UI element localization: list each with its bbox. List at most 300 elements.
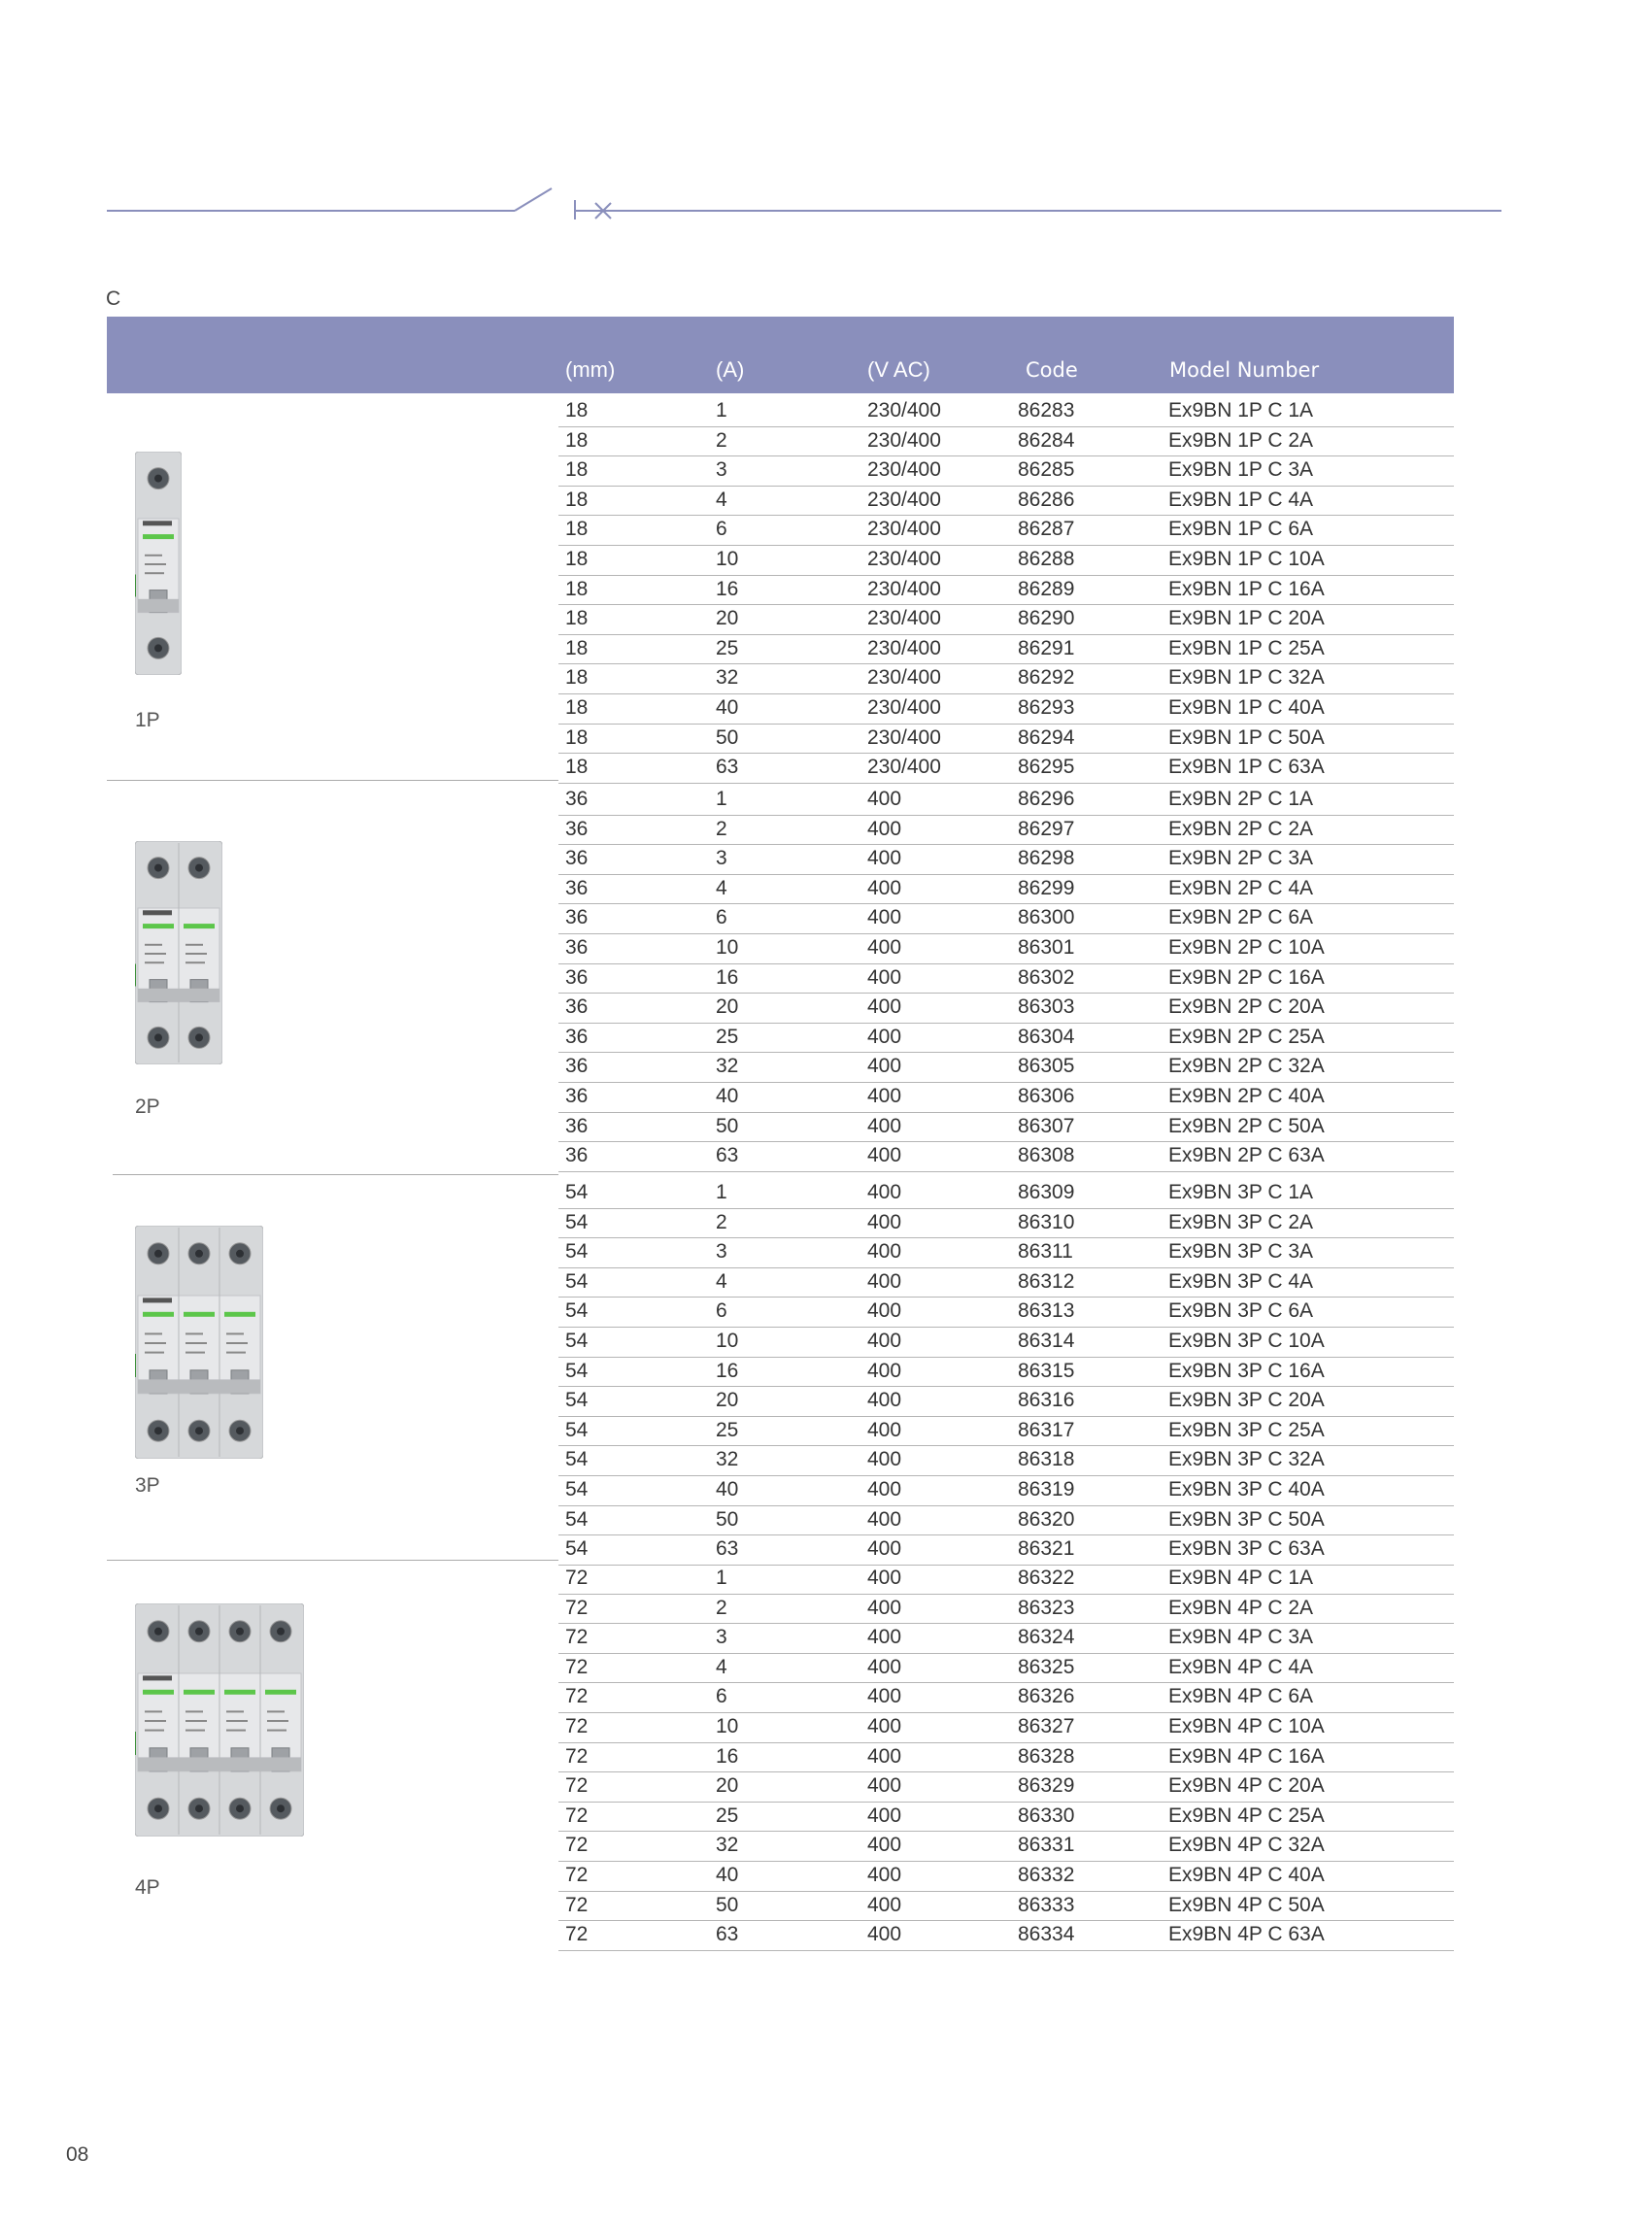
cell-model: Ex9BN 3P C 1A xyxy=(1168,1181,1314,1203)
cell-width: 18 xyxy=(565,725,589,749)
table-row xyxy=(558,1682,1454,1713)
cell-width: 18 xyxy=(565,607,589,630)
section-letter: C xyxy=(106,287,121,310)
cell-code: 86301 xyxy=(1018,936,1075,959)
cell-width: 36 xyxy=(565,876,589,899)
table-row xyxy=(558,993,1454,1024)
breaker-1p-icon xyxy=(135,452,182,675)
cell-width: 54 xyxy=(565,1181,589,1203)
cell-code: 86284 xyxy=(1018,428,1075,452)
cell-current: 63 xyxy=(716,1537,739,1561)
table-row xyxy=(558,963,1454,995)
cell-code: 86329 xyxy=(1018,1774,1075,1798)
cell-voltage: 400 xyxy=(867,1774,902,1798)
cell-current: 32 xyxy=(716,1055,739,1078)
cell-model: Ex9BN 1P C 2A xyxy=(1168,428,1314,452)
table-row xyxy=(558,663,1454,694)
cell-model: Ex9BN 3P C 63A xyxy=(1168,1537,1325,1561)
table-row xyxy=(558,1712,1454,1743)
breaker-2p-icon xyxy=(135,841,222,1064)
cell-current: 40 xyxy=(716,1478,739,1500)
table-row xyxy=(558,1594,1454,1625)
cell-code: 86319 xyxy=(1018,1478,1075,1500)
cell-voltage: 230/400 xyxy=(867,488,941,511)
cell-model: Ex9BN 4P C 2A xyxy=(1168,1596,1314,1619)
cell-current: 25 xyxy=(716,1025,739,1048)
cell-voltage: 400 xyxy=(867,906,902,929)
cell-width: 18 xyxy=(565,636,589,659)
table-row xyxy=(558,1178,1454,1209)
cell-model: Ex9BN 1P C 63A xyxy=(1168,756,1325,779)
table-row xyxy=(558,753,1454,784)
cell-voltage: 400 xyxy=(867,1923,902,1946)
cell-voltage: 400 xyxy=(867,1418,902,1441)
cell-voltage: 230/400 xyxy=(867,607,941,630)
cell-current: 1 xyxy=(716,399,727,421)
cell-voltage: 400 xyxy=(867,1359,902,1382)
cell-width: 54 xyxy=(565,1210,589,1233)
table-row xyxy=(558,634,1454,665)
table-row xyxy=(558,486,1454,517)
cell-width: 72 xyxy=(565,1834,589,1857)
table-row xyxy=(558,1357,1454,1388)
cell-width: 54 xyxy=(565,1537,589,1561)
cell-code: 86302 xyxy=(1018,965,1075,989)
cell-code: 86331 xyxy=(1018,1834,1075,1857)
cell-model: Ex9BN 2P C 6A xyxy=(1168,906,1314,929)
cell-width: 36 xyxy=(565,936,589,959)
cell-code: 86323 xyxy=(1018,1596,1075,1619)
cell-code: 86326 xyxy=(1018,1685,1075,1708)
cell-model: Ex9BN 3P C 4A xyxy=(1168,1269,1314,1293)
table-row xyxy=(558,515,1454,546)
cell-voltage: 400 xyxy=(867,1626,902,1649)
cell-voltage: 400 xyxy=(867,1893,902,1916)
cell-voltage: 400 xyxy=(867,1864,902,1886)
cell-model: Ex9BN 4P C 4A xyxy=(1168,1655,1314,1678)
cell-voltage: 400 xyxy=(867,1114,902,1137)
cell-model: Ex9BN 4P C 50A xyxy=(1168,1893,1325,1916)
cell-width: 72 xyxy=(565,1626,589,1649)
cell-voltage: 400 xyxy=(867,1055,902,1078)
table-row xyxy=(558,1141,1454,1172)
cell-current: 32 xyxy=(716,1834,739,1857)
cell-voltage: 230/400 xyxy=(867,725,941,749)
cell-width: 72 xyxy=(565,1567,589,1589)
cell-width: 72 xyxy=(565,1774,589,1798)
cell-current: 40 xyxy=(716,696,739,719)
cell-width: 72 xyxy=(565,1596,589,1619)
cell-voltage: 400 xyxy=(867,1537,902,1561)
breaker-1p-image xyxy=(135,452,182,680)
cell-width: 18 xyxy=(565,399,589,421)
cell-model: Ex9BN 1P C 3A xyxy=(1168,458,1314,482)
table-row xyxy=(558,1208,1454,1239)
cell-width: 54 xyxy=(565,1240,589,1264)
cell-current: 1 xyxy=(716,788,727,810)
breaker-4p-image xyxy=(135,1603,304,1841)
table-row xyxy=(558,455,1454,487)
cell-code: 86305 xyxy=(1018,1055,1075,1078)
cell-current: 10 xyxy=(716,1330,739,1352)
cell-current: 3 xyxy=(716,458,727,482)
cell-current: 50 xyxy=(716,1507,739,1531)
table-row xyxy=(558,426,1454,457)
cell-current: 40 xyxy=(716,1085,739,1107)
cell-current: 63 xyxy=(716,756,739,779)
cell-current: 16 xyxy=(716,1744,739,1768)
table-row xyxy=(558,693,1454,725)
cell-model: Ex9BN 2P C 4A xyxy=(1168,876,1314,899)
cell-code: 86313 xyxy=(1018,1299,1075,1323)
cell-current: 6 xyxy=(716,1299,727,1323)
cell-voltage: 230/400 xyxy=(867,666,941,690)
group-divider xyxy=(113,1174,558,1175)
cell-current: 32 xyxy=(716,666,739,690)
cell-voltage: 400 xyxy=(867,1596,902,1619)
table-row xyxy=(558,1534,1454,1566)
cell-voltage: 400 xyxy=(867,847,902,870)
cell-model: Ex9BN 3P C 32A xyxy=(1168,1448,1325,1471)
cell-code: 86285 xyxy=(1018,458,1075,482)
cell-code: 86312 xyxy=(1018,1269,1075,1293)
cell-voltage: 230/400 xyxy=(867,636,941,659)
cell-code: 86333 xyxy=(1018,1893,1075,1916)
cell-code: 86288 xyxy=(1018,548,1075,570)
cell-current: 50 xyxy=(716,725,739,749)
cell-code: 86291 xyxy=(1018,636,1075,659)
cell-voltage: 400 xyxy=(867,1330,902,1352)
cell-current: 3 xyxy=(716,847,727,870)
cell-code: 86330 xyxy=(1018,1804,1075,1827)
cell-model: Ex9BN 4P C 16A xyxy=(1168,1744,1325,1768)
table-row xyxy=(558,1475,1454,1506)
cell-code: 86325 xyxy=(1018,1655,1075,1678)
cell-code: 86322 xyxy=(1018,1567,1075,1589)
cell-model: Ex9BN 1P C 4A xyxy=(1168,488,1314,511)
cell-model: Ex9BN 2P C 3A xyxy=(1168,847,1314,870)
cell-width: 54 xyxy=(565,1389,589,1412)
table-row xyxy=(558,724,1454,755)
table-row xyxy=(558,604,1454,635)
cell-voltage: 230/400 xyxy=(867,518,941,541)
cell-model: Ex9BN 4P C 3A xyxy=(1168,1626,1314,1649)
page-number: 08 xyxy=(66,2143,89,2166)
cell-voltage: 400 xyxy=(867,965,902,989)
cell-voltage: 400 xyxy=(867,1507,902,1531)
table-row xyxy=(558,933,1454,964)
table-row xyxy=(558,1416,1454,1447)
table-row xyxy=(558,1564,1454,1595)
cell-voltage: 400 xyxy=(867,788,902,810)
cell-model: Ex9BN 1P C 16A xyxy=(1168,577,1325,600)
cell-model: Ex9BN 2P C 25A xyxy=(1168,1025,1325,1048)
cell-voltage: 400 xyxy=(867,1655,902,1678)
cell-width: 36 xyxy=(565,1025,589,1048)
cell-width: 36 xyxy=(565,1055,589,1078)
cell-voltage: 400 xyxy=(867,1181,902,1203)
table-row xyxy=(558,1742,1454,1773)
cell-code: 86308 xyxy=(1018,1144,1075,1167)
table-row xyxy=(558,1023,1454,1054)
cell-current: 25 xyxy=(716,636,739,659)
cell-code: 86320 xyxy=(1018,1507,1075,1531)
cell-width: 54 xyxy=(565,1269,589,1293)
table-row xyxy=(558,1445,1454,1476)
cell-model: Ex9BN 2P C 50A xyxy=(1168,1114,1325,1137)
cell-model: Ex9BN 1P C 10A xyxy=(1168,548,1325,570)
cell-voltage: 400 xyxy=(867,817,902,840)
cell-width: 36 xyxy=(565,1144,589,1167)
table-row xyxy=(558,1861,1454,1892)
cell-width: 18 xyxy=(565,666,589,690)
cell-voltage: 400 xyxy=(867,1085,902,1107)
group-divider xyxy=(107,780,558,781)
cell-width: 72 xyxy=(565,1685,589,1708)
cell-current: 50 xyxy=(716,1893,739,1916)
cell-width: 72 xyxy=(565,1923,589,1946)
cell-code: 86290 xyxy=(1018,607,1075,630)
cell-voltage: 400 xyxy=(867,1448,902,1471)
table-row xyxy=(558,1891,1454,1922)
header-width: (mm) xyxy=(565,357,616,382)
table-row xyxy=(558,1267,1454,1298)
cell-width: 72 xyxy=(565,1804,589,1827)
cell-voltage: 230/400 xyxy=(867,548,941,570)
cell-model: Ex9BN 2P C 2A xyxy=(1168,817,1314,840)
cell-model: Ex9BN 4P C 40A xyxy=(1168,1864,1325,1886)
cell-code: 86332 xyxy=(1018,1864,1075,1886)
cell-code: 86296 xyxy=(1018,788,1075,810)
cell-width: 36 xyxy=(565,847,589,870)
cell-voltage: 400 xyxy=(867,1834,902,1857)
cell-code: 86334 xyxy=(1018,1923,1075,1946)
cell-current: 20 xyxy=(716,1389,739,1412)
cell-width: 72 xyxy=(565,1715,589,1737)
cell-current: 10 xyxy=(716,548,739,570)
cell-code: 86293 xyxy=(1018,696,1075,719)
cell-width: 18 xyxy=(565,548,589,570)
cell-current: 63 xyxy=(716,1144,739,1167)
cell-model: Ex9BN 2P C 16A xyxy=(1168,965,1325,989)
table-row xyxy=(558,545,1454,576)
cell-code: 86300 xyxy=(1018,906,1075,929)
table-row xyxy=(558,1831,1454,1862)
cell-current: 40 xyxy=(716,1864,739,1886)
cell-voltage: 230/400 xyxy=(867,696,941,719)
cell-width: 54 xyxy=(565,1418,589,1441)
switch-symbol-icon xyxy=(0,175,1652,233)
pole-label-1p: 1P xyxy=(135,709,160,731)
cell-model: Ex9BN 1P C 6A xyxy=(1168,518,1314,541)
cell-model: Ex9BN 2P C 40A xyxy=(1168,1085,1325,1107)
cell-model: Ex9BN 3P C 16A xyxy=(1168,1359,1325,1382)
table-row xyxy=(558,815,1454,846)
table-header xyxy=(107,317,1454,393)
table-row xyxy=(558,1623,1454,1654)
cell-current: 63 xyxy=(716,1923,739,1946)
cell-voltage: 400 xyxy=(867,936,902,959)
cell-voltage: 400 xyxy=(867,1025,902,1048)
cell-model: Ex9BN 2P C 32A xyxy=(1168,1055,1325,1078)
cell-voltage: 400 xyxy=(867,1567,902,1589)
cell-current: 1 xyxy=(716,1567,727,1589)
cell-model: Ex9BN 1P C 1A xyxy=(1168,399,1314,421)
cell-width: 72 xyxy=(565,1864,589,1886)
cell-current: 16 xyxy=(716,1359,739,1382)
cell-current: 4 xyxy=(716,876,727,899)
cell-voltage: 400 xyxy=(867,995,902,1019)
table-row xyxy=(558,1082,1454,1113)
cell-code: 86297 xyxy=(1018,817,1075,840)
cell-width: 18 xyxy=(565,696,589,719)
cell-code: 86324 xyxy=(1018,1626,1075,1649)
cell-model: Ex9BN 2P C 20A xyxy=(1168,995,1325,1019)
cell-voltage: 400 xyxy=(867,876,902,899)
cell-width: 18 xyxy=(565,518,589,541)
cell-current: 6 xyxy=(716,518,727,541)
table-row xyxy=(558,1327,1454,1358)
cell-width: 54 xyxy=(565,1507,589,1531)
cell-current: 6 xyxy=(716,1685,727,1708)
cell-current: 2 xyxy=(716,1596,727,1619)
cell-current: 2 xyxy=(716,817,727,840)
table-row xyxy=(558,1297,1454,1328)
cell-code: 86283 xyxy=(1018,399,1075,421)
header-current: (A) xyxy=(716,357,745,382)
cell-voltage: 230/400 xyxy=(867,399,941,421)
cell-current: 4 xyxy=(716,488,727,511)
breaker-2p-image xyxy=(135,841,222,1069)
cell-model: Ex9BN 1P C 32A xyxy=(1168,666,1325,690)
cell-voltage: 400 xyxy=(867,1715,902,1737)
cell-voltage: 230/400 xyxy=(867,577,941,600)
table-row xyxy=(558,575,1454,606)
cell-model: Ex9BN 4P C 20A xyxy=(1168,1774,1325,1798)
cell-current: 25 xyxy=(716,1418,739,1441)
cell-model: Ex9BN 4P C 1A xyxy=(1168,1567,1314,1589)
cell-width: 54 xyxy=(565,1478,589,1500)
cell-code: 86295 xyxy=(1018,756,1075,779)
cell-width: 18 xyxy=(565,488,589,511)
cell-voltage: 400 xyxy=(867,1269,902,1293)
cell-model: Ex9BN 1P C 25A xyxy=(1168,636,1325,659)
cell-code: 86311 xyxy=(1018,1240,1073,1264)
cell-code: 86304 xyxy=(1018,1025,1075,1048)
cell-code: 86314 xyxy=(1018,1330,1075,1352)
cell-current: 3 xyxy=(716,1240,727,1264)
cell-voltage: 400 xyxy=(867,1478,902,1500)
cell-width: 72 xyxy=(565,1893,589,1916)
cell-current: 2 xyxy=(716,428,727,452)
cell-model: Ex9BN 2P C 63A xyxy=(1168,1144,1325,1167)
table-row xyxy=(558,1920,1454,1951)
pole-label-3p: 3P xyxy=(135,1474,160,1497)
cell-current: 1 xyxy=(716,1181,727,1203)
cell-code: 86310 xyxy=(1018,1210,1075,1233)
cell-code: 86287 xyxy=(1018,518,1075,541)
cell-voltage: 400 xyxy=(867,1744,902,1768)
cell-code: 86309 xyxy=(1018,1181,1075,1203)
cell-model: Ex9BN 4P C 10A xyxy=(1168,1715,1325,1737)
table-row xyxy=(558,1386,1454,1417)
cell-current: 20 xyxy=(716,995,739,1019)
cell-width: 36 xyxy=(565,817,589,840)
cell-width: 36 xyxy=(565,1114,589,1137)
cell-code: 86316 xyxy=(1018,1389,1075,1412)
cell-voltage: 400 xyxy=(867,1685,902,1708)
cell-code: 86292 xyxy=(1018,666,1075,690)
cell-code: 86289 xyxy=(1018,577,1075,600)
cell-model: Ex9BN 3P C 10A xyxy=(1168,1330,1325,1352)
cell-width: 18 xyxy=(565,756,589,779)
cell-code: 86299 xyxy=(1018,876,1075,899)
cell-code: 86286 xyxy=(1018,488,1075,511)
cell-width: 36 xyxy=(565,788,589,810)
cell-width: 18 xyxy=(565,458,589,482)
cell-voltage: 230/400 xyxy=(867,428,941,452)
cell-model: Ex9BN 3P C 40A xyxy=(1168,1478,1325,1500)
cell-model: Ex9BN 4P C 63A xyxy=(1168,1923,1325,1946)
breaker-3p-icon xyxy=(135,1226,263,1459)
cell-current: 6 xyxy=(716,906,727,929)
cell-width: 18 xyxy=(565,577,589,600)
cell-model: Ex9BN 3P C 50A xyxy=(1168,1507,1325,1531)
table-row xyxy=(558,785,1454,816)
cell-model: Ex9BN 3P C 6A xyxy=(1168,1299,1314,1323)
cell-current: 20 xyxy=(716,607,739,630)
cell-current: 50 xyxy=(716,1114,739,1137)
table-row xyxy=(558,844,1454,875)
cell-model: Ex9BN 4P C 32A xyxy=(1168,1834,1325,1857)
cell-model: Ex9BN 1P C 40A xyxy=(1168,696,1325,719)
header-voltage: (V AC) xyxy=(867,357,930,382)
table-row xyxy=(558,1653,1454,1684)
cell-voltage: 230/400 xyxy=(867,458,941,482)
cell-current: 3 xyxy=(716,1626,727,1649)
table-row xyxy=(558,1237,1454,1268)
header-code: Code xyxy=(1026,358,1078,382)
cell-current: 20 xyxy=(716,1774,739,1798)
cell-code: 86317 xyxy=(1018,1418,1075,1441)
table-row xyxy=(558,903,1454,934)
cell-voltage: 400 xyxy=(867,1389,902,1412)
cell-model: Ex9BN 2P C 10A xyxy=(1168,936,1325,959)
cell-code: 86303 xyxy=(1018,995,1075,1019)
table-row xyxy=(558,1112,1454,1143)
cell-code: 86306 xyxy=(1018,1085,1075,1107)
cell-code: 86307 xyxy=(1018,1114,1075,1137)
cell-current: 4 xyxy=(716,1655,727,1678)
cell-width: 36 xyxy=(565,906,589,929)
cell-width: 72 xyxy=(565,1744,589,1768)
cell-code: 86294 xyxy=(1018,725,1075,749)
cell-current: 2 xyxy=(716,1210,727,1233)
cell-width: 36 xyxy=(565,995,589,1019)
cell-current: 16 xyxy=(716,965,739,989)
group-divider xyxy=(107,1560,558,1561)
cell-voltage: 230/400 xyxy=(867,756,941,779)
cell-code: 86321 xyxy=(1018,1537,1075,1561)
table-row xyxy=(558,396,1454,427)
cell-voltage: 400 xyxy=(867,1299,902,1323)
cell-model: Ex9BN 1P C 20A xyxy=(1168,607,1325,630)
cell-model: Ex9BN 3P C 20A xyxy=(1168,1389,1325,1412)
table-row xyxy=(558,1802,1454,1833)
cell-voltage: 400 xyxy=(867,1144,902,1167)
cell-model: Ex9BN 2P C 1A xyxy=(1168,788,1314,810)
table-row xyxy=(558,1505,1454,1536)
